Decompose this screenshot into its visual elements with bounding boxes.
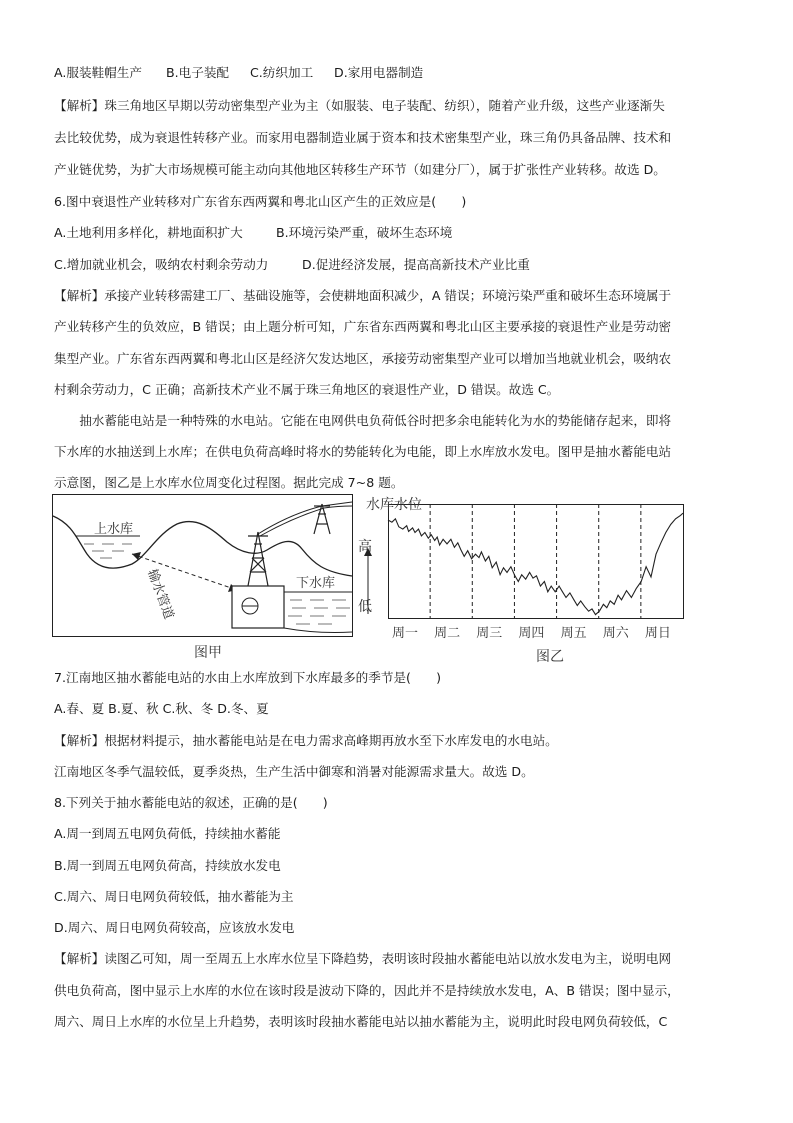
label-lower-reservoir: 下水库	[296, 576, 336, 591]
q5-option-d: D.家用电器制造	[334, 65, 424, 80]
q8-option-d: D.周六、周日电网负荷较高，应该放水发电	[54, 920, 295, 935]
lower-reservoir-water	[288, 600, 350, 624]
x-tick-label: 周一	[392, 626, 419, 641]
transmission-tower-left	[248, 532, 268, 586]
x-tick-label: 周日	[644, 626, 671, 641]
analysis5-line-2: 去比较优势，成为衰退性转移产业。而家用电器制造业属于资本和技术密集型产业，珠三角仍具备品牌、技术和	[54, 130, 672, 145]
analysis6-line-1: 【解析】承接产业转移需建工厂、基础设施等，会使耕地面积减少，A 错误；环境污染严重和破坏生态环境属于	[54, 288, 672, 303]
chart-grid	[430, 504, 641, 618]
q8-option-b: B.周一到周五电网负荷高，持续放水发电	[54, 858, 281, 873]
q6-option-c: C.增加就业机会，吸纳农村剩余劳动力	[54, 257, 269, 272]
q7-options: A.春、夏 B.夏、秋 C.秋、冬 D.冬、夏	[54, 701, 269, 716]
x-tick-label: 周六	[602, 626, 629, 641]
material-line-2: 下水库的水抽送到上水库；在供电负荷高峰时将水的势能转化为电能，即上水库放水发电。图甲是抽水蓄能电站	[54, 444, 672, 459]
analysis8-line-1: 【解析】读图乙可知，周一至周五上水库水位呈下降趋势，表明该时段抽水蓄能电站以放水发电为主，说明电网	[54, 951, 672, 966]
x-tick-label: 周三	[476, 626, 503, 641]
q6-options-row1	[54, 224, 744, 241]
q7-stem: 7.江南地区抽水蓄能电站的水由上水库放到下水库最多的季节是( )	[54, 670, 442, 685]
label-pipeline: 输水管道	[144, 567, 177, 622]
figure-a-frame	[53, 495, 353, 637]
power-lines	[258, 502, 352, 536]
q8-option-a: A.周一到周五电网负荷低，持续抽水蓄能	[54, 826, 281, 841]
y-label-high: 高	[358, 539, 372, 555]
upper-reservoir-water	[84, 544, 132, 558]
analysis8-line-2: 供电负荷高，图中显示上水库的水位在该时段是波动下降的，因此并不是持续放水发电，A、B 错误；图中显示，	[54, 983, 680, 998]
analysis5-line-3: 产业链优势，为扩大市场规模可能主动向其他地区转移生产环节（如建分厂），属于扩张性产业转移。故选 D。	[54, 162, 666, 177]
y-label-low: 低	[358, 599, 372, 615]
x-tick-label: 周五	[560, 626, 587, 641]
figure-container	[52, 494, 685, 671]
q5-option-a: A.服装鞋帽生产	[54, 65, 142, 80]
q6-option-a: A.土地利用多样化，耕地面积扩大	[54, 225, 243, 240]
label-upper-reservoir: 上水库	[94, 522, 134, 537]
caption-figure-b: 图乙	[536, 649, 564, 665]
analysis7-line-1: 【解析】根据材料提示，抽水蓄能电站是在电力需求高峰期再放水至下水库发电的水电站。	[54, 733, 558, 748]
q6-option-d: D.促进经济发展，提高高新技术产业比重	[302, 257, 530, 272]
chart-title: 水库水位	[366, 497, 422, 513]
chart-plot-frame	[389, 505, 684, 619]
x-tick-label: 周四	[518, 626, 545, 641]
q8-stem: 8.下列关于抽水蓄能电站的叙述，正确的是( )	[54, 795, 328, 810]
q5-options	[54, 64, 744, 81]
q5-option-b: B.电子装配	[166, 65, 230, 80]
analysis5-line-1: 【解析】珠三角地区早期以劳动密集型产业为主（如服装、电子装配、纺织），随着产业升级，这些产业逐渐失	[54, 98, 665, 113]
analysis6-line-3: 集型产业。广东省东西两翼和粤北山区是经济欠发达地区，承接劳动密集型产业可以增加当地就业机会，吸纳农	[54, 351, 672, 366]
x-tick-label: 周二	[434, 626, 461, 641]
q6-option-b: B.环境污染严重，破坏生态环境	[276, 225, 453, 240]
q5-option-c: C.纺织加工	[250, 65, 314, 80]
analysis6-line-4: 村剩余劳动力，C 正确；高新技术产业不属于珠三角地区的衰退性产业，D 错误。故选 C。	[54, 382, 560, 397]
q6-stem: 6.图中衰退性产业转移对广东省东西两翼和粤北山区产生的正效应是( )	[54, 194, 467, 209]
material-line-3: 示意图，图乙是上水库水位周变化过程图。据此完成 7~8 题。	[54, 475, 404, 490]
caption-figure-a: 图甲	[194, 645, 222, 661]
q6-options-row2	[54, 256, 744, 273]
q8-option-c: C.周六、周日电网负荷较低，抽水蓄能为主	[54, 889, 294, 904]
material-line-1: 抽水蓄能电站是一种特殊的水电站。它能在电网供电负荷低谷时把多余电能转化为水的势能储存起来，即将	[54, 413, 672, 428]
analysis8-line-3: 周六、周日上水库的水位呈上升趋势，表明该时段抽水蓄能电站以抽水蓄能为主，说明此时段电网负荷较低，C	[54, 1014, 668, 1029]
chart-series-line	[388, 513, 683, 615]
analysis6-line-2: 产业转移产生的负效应，B 错误；由上题分析可知，广东省东西两翼和粤北山区主要承接的衰退性产业是劳动密	[54, 319, 672, 334]
analysis7-line-2: 江南地区冬季气温较低，夏季炎热，生产生活中御寒和消暑对能源需求量大。故选 D。	[54, 764, 534, 779]
